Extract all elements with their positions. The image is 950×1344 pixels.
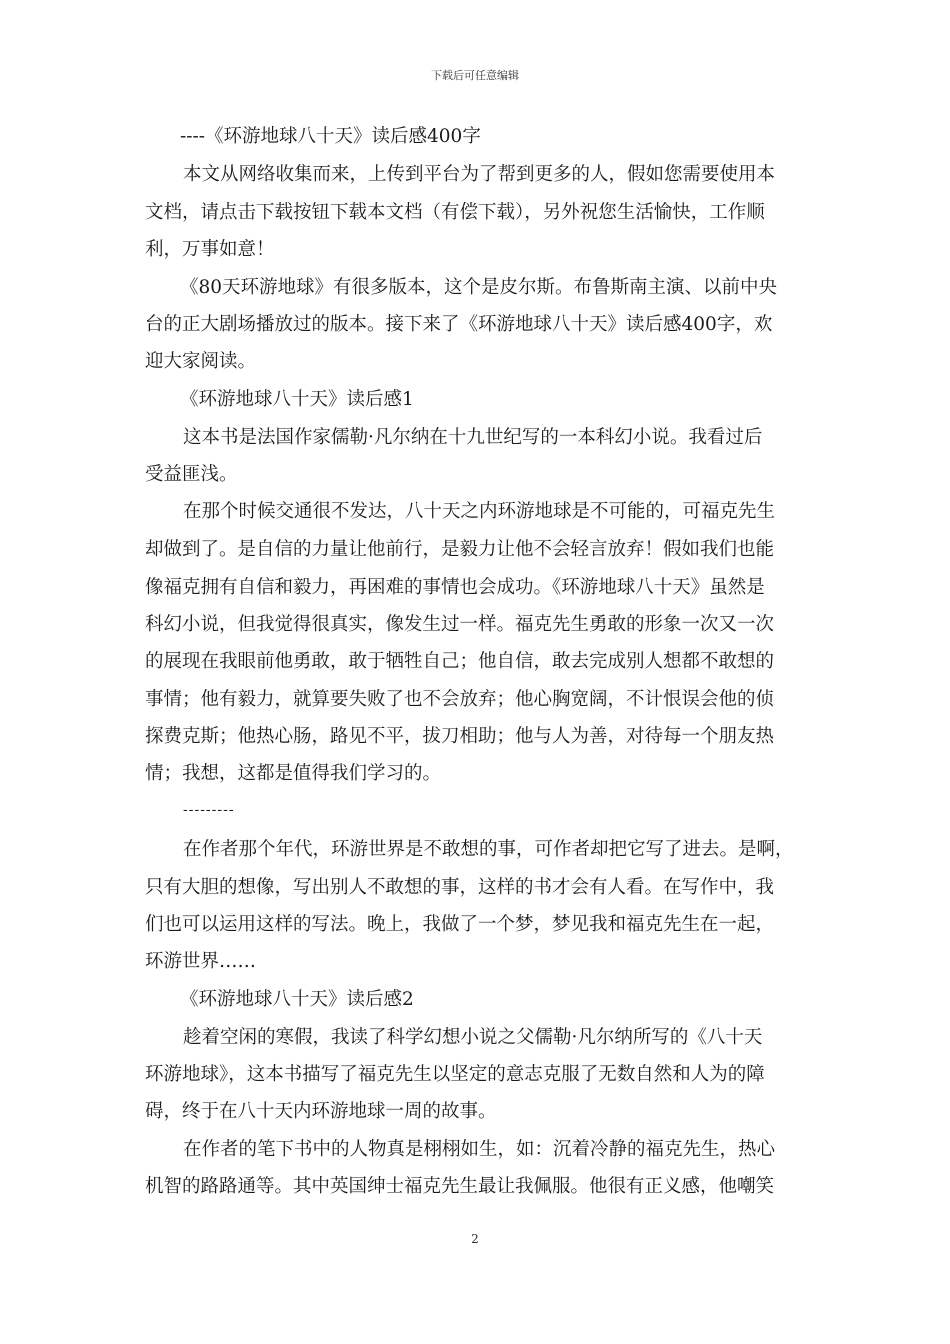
text-line: 像福克拥有自信和毅力，再困难的事情也会成功。《环游地球八十天》虽然是 <box>145 577 765 598</box>
text-line: 这本书是法国作家儒勒·凡尔纳在十九世纪写的一本科幻小说。我看过后 <box>183 427 763 448</box>
text-line: 事情；他有毅力，就算要失败了也不会放弃；他心胸宽阔，不计恨误会他的侦 <box>145 689 775 710</box>
text-line: 情；我想，这都是值得我们学习的。 <box>145 763 442 784</box>
section-heading: 《环游地球八十天》读后感2 <box>180 989 414 1010</box>
page-header: 下载后可任意编辑 <box>431 69 519 82</box>
text-line: 们也可以运用这样的写法。晚上，我做了一个梦，梦见我和福克先生在一起， <box>145 914 775 935</box>
text-line: 《80天环游地球》有很多版本，这个是皮尔斯。布鲁斯南主演、以前中央 <box>180 277 778 298</box>
text-line: 机智的路路通等。其中英国绅士福克先生最让我佩服。他很有正义感，他嘲笑 <box>145 1176 775 1197</box>
text-line: 台的正大剧场播放过的版本。接下来了《环游地球八十天》读后感400字，欢 <box>145 314 773 335</box>
text-line: 受益匪浅。 <box>145 464 238 485</box>
text-line: 却做到了。是自信的力量让他前行，是毅力让他不会轻言放弃！假如我们也能 <box>145 539 775 560</box>
text-line: 在作者的笔下书中的人物真是栩栩如生，如：沉着冷静的福克先生，热心 <box>183 1139 776 1160</box>
text-line: 环游地球》，这本书描写了福克先生以坚定的意志克服了无数自然和人为的障 <box>145 1064 765 1085</box>
text-line: 只有大胆的想像，写出别人不敢想的事，这样的书才会有人看。在写作中，我 <box>145 877 775 898</box>
text-line: 文档，请点击下载按钮下载本文档（有偿下载），另外祝您生活愉快，工作顺 <box>145 202 765 223</box>
page-number: 2 <box>471 1232 479 1246</box>
section-heading: 《环游地球八十天》读后感1 <box>180 389 414 410</box>
text-line: 科幻小说，但我觉得很真实，像发生过一样。福克先生勇敢的形象一次又一次 <box>145 614 775 635</box>
text-line: 本文从网络收集而来，上传到平台为了帮到更多的人，假如您需要使用本 <box>183 164 776 185</box>
text-line: 在作者那个年代，环游世界是不敢想的事，可作者却把它写了进去。是啊， <box>183 839 794 860</box>
text-line: 探费克斯；他热心肠，路见不平，拔刀相助；他与人为善，对待每一个朋友热 <box>145 726 775 747</box>
text-line: 的展现在我眼前他勇敢，敢于牺牲自己；他自信，敢去完成别人想都不敢想的 <box>145 651 775 672</box>
text-line: 趁着空闲的寒假，我读了科学幻想小说之父儒勒·凡尔纳所写的《八十天 <box>183 1027 763 1048</box>
text-line: 在那个时候交通很不发达，八十天之内环游地球是不可能的，可福克先生 <box>183 501 776 522</box>
text-line: 环游世界…… <box>145 951 257 972</box>
separator-dashes: --------- <box>183 802 235 818</box>
text-line: 迎大家阅读。 <box>145 351 257 372</box>
text-line: 碍，终于在八十天内环游地球一周的故事。 <box>145 1101 497 1122</box>
text-line: 利，万事如意！ <box>145 239 275 260</box>
article-title-line: ----《环游地球八十天》读后感400字 <box>180 126 481 147</box>
